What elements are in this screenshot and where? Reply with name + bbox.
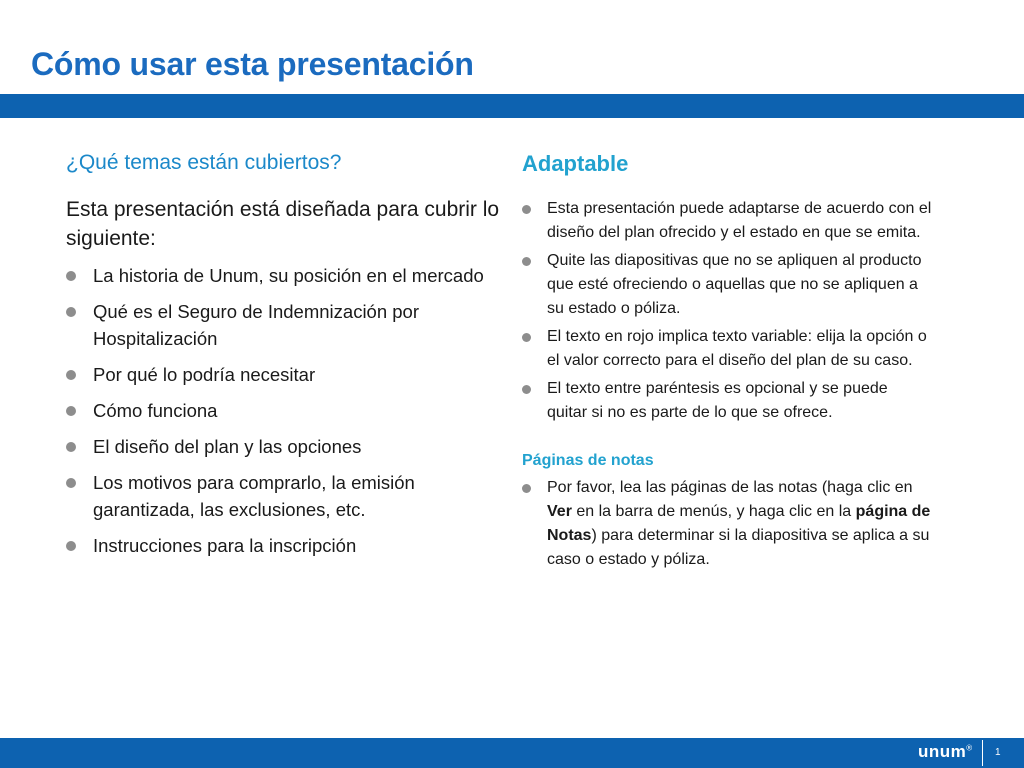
title-band [0, 94, 1024, 118]
topics-list-item [66, 469, 506, 523]
notes-text-part3: ) para determinar si la diapositiva se aplica a su caso o estado y póliza. [547, 527, 930, 568]
notes-list-item [522, 476, 932, 572]
right-column [522, 151, 932, 576]
notes-text-part1: Por favor, lea las páginas de las notas (haga clic en [547, 479, 913, 496]
bullet-icon [522, 333, 531, 342]
notes-pagina-bold: página de Notas [547, 503, 931, 544]
topics-list-item [66, 397, 506, 424]
notes-ver-bold: Ver [547, 503, 572, 520]
topics-list-item-text: La historia de Unum, su posición en el mercado [93, 265, 484, 286]
topics-list-item-text: El diseño del plan y las opciones [93, 436, 362, 457]
bullet-icon [522, 205, 531, 214]
topics-list-item [66, 361, 506, 388]
topics-list-item [66, 298, 506, 352]
topics-list-item-text: Por qué lo podría necesitar [93, 364, 316, 385]
topics-list-item-text: Instrucciones para la inscripción [93, 535, 357, 556]
topics-list-item-text: Cómo funciona [93, 400, 218, 421]
bullet-icon [66, 406, 76, 416]
topics-list-item-text: Los motivos para comprarlo, la emisión garantizada, las exclusiones, etc. [93, 472, 415, 520]
notes-list [522, 476, 932, 572]
topics-list-item [66, 262, 506, 289]
adaptable-list-item-text: Quite las diapositivas que no se apliquen al producto que esté ofreciendo o aquellas que no se apliquen a su estado o póliza. [547, 252, 922, 317]
adaptable-heading: Adaptable [522, 151, 629, 176]
bullet-icon [522, 257, 531, 266]
bullet-icon [522, 484, 531, 493]
bullet-icon [66, 370, 76, 380]
notes-heading: Páginas de notas [522, 452, 654, 469]
adaptable-list-item-text: El texto en rojo implica texto variable: elija la opción o el valor correcto para el diseño del plan de su caso. [547, 328, 927, 369]
adaptable-list-item [522, 377, 932, 425]
notes-text-part2: en la barra de menús, y haga clic en la [571, 503, 856, 520]
slide-title: Cómo usar esta presentación [31, 46, 474, 82]
adaptable-list-item [522, 249, 932, 321]
bullet-icon [66, 541, 76, 551]
adaptable-list-item [522, 325, 932, 373]
page-number: 1 [995, 747, 1001, 758]
adaptable-list-item-text: El texto entre paréntesis es opcional y se puede quitar si no es parte de lo que se ofrece. [547, 380, 888, 421]
topics-list-item [66, 433, 506, 460]
adaptable-list-item [522, 197, 932, 245]
bullet-icon [66, 478, 76, 488]
unum-logo [918, 742, 973, 762]
bullet-icon [522, 385, 531, 394]
topics-list-item [66, 532, 506, 559]
topics-list [66, 262, 506, 559]
adaptable-list [522, 197, 932, 425]
bullet-icon [66, 307, 76, 317]
footer-band [0, 738, 1024, 768]
left-column [66, 151, 506, 568]
bullet-icon [66, 271, 76, 281]
topics-list-item-text: Qué es el Seguro de Indemnización por Hospitalización [93, 301, 420, 349]
bullet-icon [66, 442, 76, 452]
logo-mark: ® [966, 743, 973, 753]
topics-intro: Esta presentación está diseñada para cubrir lo siguiente: [66, 198, 500, 250]
footer-divider [982, 740, 983, 766]
logo-text: unum [918, 742, 967, 761]
topics-heading: ¿Qué temas están cubiertos? [66, 151, 342, 174]
adaptable-list-item-text: Esta presentación puede adaptarse de acuerdo con el diseño del plan ofrecido y el estado en que se emita. [547, 200, 932, 241]
